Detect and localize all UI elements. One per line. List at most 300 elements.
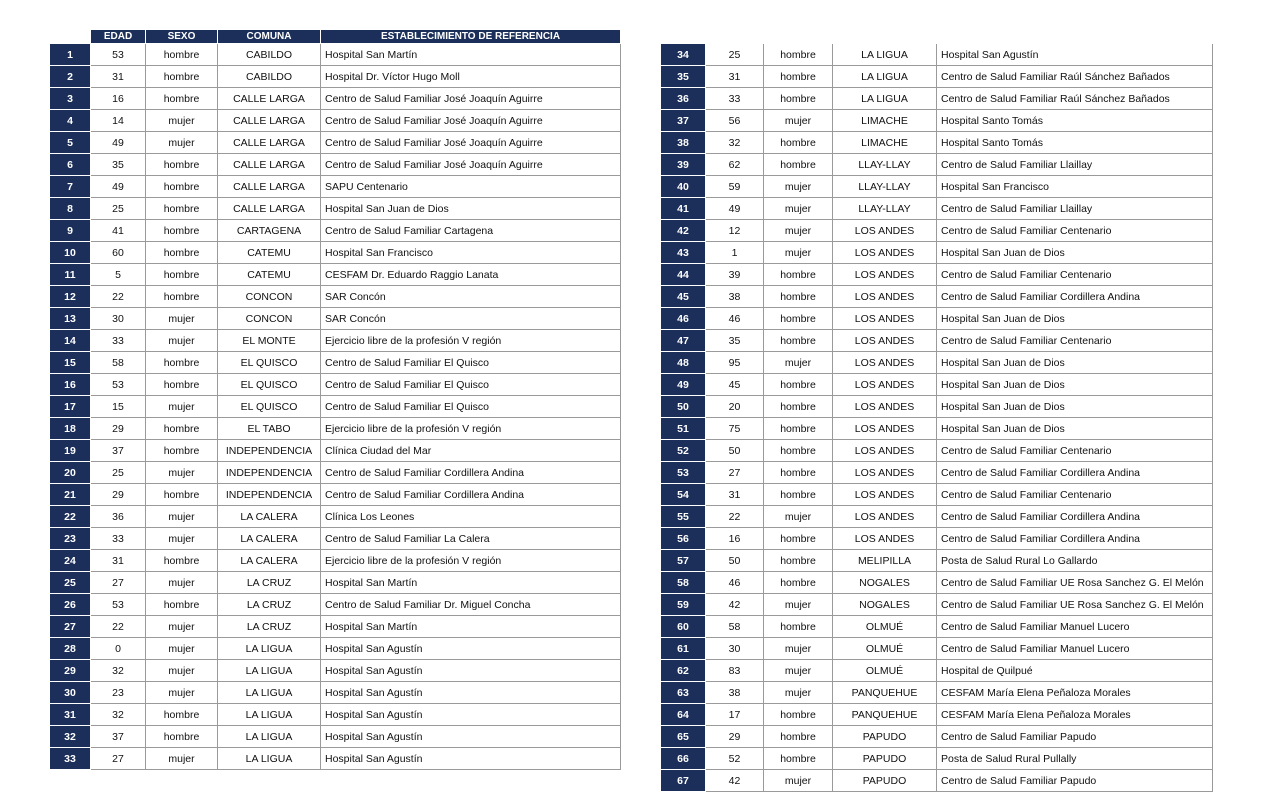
table-row	[50, 726, 621, 748]
table-row	[50, 682, 621, 704]
table-header-row	[50, 30, 621, 44]
edad-cell: 31	[91, 550, 146, 572]
sexo-cell: hombre	[146, 550, 218, 572]
edad-cell: 29	[91, 418, 146, 440]
table-row	[50, 660, 621, 682]
establecimiento-cell: Centro de Salud Familiar El Quisco	[321, 352, 621, 374]
row-number-cell: 56	[661, 528, 706, 550]
establecimiento-cell: Centro de Salud Familiar Cordillera Andina	[321, 462, 621, 484]
row-number-cell: 4	[50, 110, 91, 132]
edad-cell: 37	[91, 726, 146, 748]
comuna-cell: LA LIGUA	[218, 660, 321, 682]
establecimiento-cell: Hospital San Juan de Dios	[321, 198, 621, 220]
edad-cell: 25	[706, 44, 764, 66]
comuna-cell: CALLE LARGA	[218, 88, 321, 110]
edad-cell: 22	[706, 506, 764, 528]
edad-cell: 49	[91, 176, 146, 198]
establecimiento-cell: CESFAM María Elena Peñaloza Morales	[937, 682, 1213, 704]
row-number-cell: 42	[661, 220, 706, 242]
comuna-cell: LOS ANDES	[833, 528, 937, 550]
establecimiento-cell: Centro de Salud Familiar Centenario	[937, 484, 1213, 506]
edad-cell: 53	[91, 44, 146, 66]
establecimiento-cell: Posta de Salud Rural Lo Gallardo	[937, 550, 1213, 572]
sexo-cell: mujer	[764, 638, 833, 660]
sexo-cell: hombre	[764, 264, 833, 286]
comuna-cell: LLAY-LLAY	[833, 198, 937, 220]
establecimiento-cell: Centro de Salud Familiar Cartagena	[321, 220, 621, 242]
comuna-cell: CALLE LARGA	[218, 176, 321, 198]
edad-cell: 42	[706, 770, 764, 792]
sexo-cell: hombre	[146, 88, 218, 110]
comuna-cell: LOS ANDES	[833, 396, 937, 418]
table-row	[50, 176, 621, 198]
edad-cell: 31	[91, 66, 146, 88]
edad-cell: 53	[91, 594, 146, 616]
table-row	[661, 198, 1213, 220]
comuna-cell: INDEPENDENCIA	[218, 462, 321, 484]
table-row	[50, 44, 621, 66]
edad-cell: 49	[91, 132, 146, 154]
edad-cell: 17	[706, 704, 764, 726]
sexo-cell: hombre	[764, 572, 833, 594]
sexo-cell: hombre	[764, 132, 833, 154]
establecimiento-cell: Hospital San Agustín	[321, 704, 621, 726]
sexo-cell: hombre	[146, 264, 218, 286]
row-number-cell: 57	[661, 550, 706, 572]
edad-cell: 33	[706, 88, 764, 110]
comuna-cell: PAPUDO	[833, 726, 937, 748]
edad-cell: 32	[91, 660, 146, 682]
comuna-cell: PAPUDO	[833, 748, 937, 770]
edad-cell: 16	[91, 88, 146, 110]
edad-cell: 46	[706, 572, 764, 594]
row-number-cell: 15	[50, 352, 91, 374]
header-comuna: COMUNA	[218, 30, 321, 44]
establecimiento-cell: Hospital San Agustín	[321, 638, 621, 660]
edad-cell: 37	[91, 440, 146, 462]
establecimiento-cell: Hospital San Agustín	[937, 44, 1213, 66]
table-row	[661, 528, 1213, 550]
sexo-cell: mujer	[764, 770, 833, 792]
edad-cell: 30	[706, 638, 764, 660]
table-row	[661, 770, 1213, 792]
edad-cell: 46	[706, 308, 764, 330]
establecimiento-cell: Ejercicio libre de la profesión V región	[321, 550, 621, 572]
comuna-cell: LOS ANDES	[833, 374, 937, 396]
sexo-cell: hombre	[146, 352, 218, 374]
comuna-cell: LIMACHE	[833, 132, 937, 154]
establecimiento-cell: Centro de Salud Familiar Raúl Sánchez Bañados	[937, 66, 1213, 88]
comuna-cell: CATEMU	[218, 242, 321, 264]
comuna-cell: LA LIGUA	[833, 88, 937, 110]
table-row	[50, 484, 621, 506]
table-row	[50, 242, 621, 264]
comuna-cell: LOS ANDES	[833, 308, 937, 330]
table-row	[661, 704, 1213, 726]
edad-cell: 32	[91, 704, 146, 726]
sexo-cell: hombre	[764, 66, 833, 88]
edad-cell: 58	[706, 616, 764, 638]
establecimiento-cell: Ejercicio libre de la profesión V región	[321, 418, 621, 440]
edad-cell: 27	[91, 748, 146, 770]
edad-cell: 29	[91, 484, 146, 506]
header-blank	[50, 30, 91, 44]
row-number-cell: 29	[50, 660, 91, 682]
establecimiento-cell: SAPU Centenario	[321, 176, 621, 198]
establecimiento-cell: Centro de Salud Familiar José Joaquín Aguirre	[321, 110, 621, 132]
establecimiento-cell: Posta de Salud Rural Pullally	[937, 748, 1213, 770]
table-row	[661, 374, 1213, 396]
table-row	[50, 66, 621, 88]
header-edad: EDAD	[91, 30, 146, 44]
sexo-cell: mujer	[764, 660, 833, 682]
edad-cell: 38	[706, 682, 764, 704]
row-number-cell: 46	[661, 308, 706, 330]
table-row	[661, 440, 1213, 462]
establecimiento-cell: Hospital San Juan de Dios	[937, 352, 1213, 374]
establecimiento-cell: Centro de Salud Familiar Cordillera Andina	[937, 506, 1213, 528]
sexo-cell: hombre	[146, 286, 218, 308]
comuna-cell: LA CRUZ	[218, 594, 321, 616]
sexo-cell: mujer	[764, 220, 833, 242]
row-number-cell: 2	[50, 66, 91, 88]
table-row	[661, 44, 1213, 66]
establecimiento-cell: Centro de Salud Familiar La Calera	[321, 528, 621, 550]
table-row	[661, 484, 1213, 506]
establecimiento-cell: Centro de Salud Familiar Cordillera Andina	[937, 528, 1213, 550]
sexo-cell: hombre	[764, 154, 833, 176]
comuna-cell: LA CRUZ	[218, 616, 321, 638]
table-row	[50, 594, 621, 616]
row-number-cell: 11	[50, 264, 91, 286]
comuna-cell: LA LIGUA	[833, 44, 937, 66]
sexo-cell: hombre	[146, 44, 218, 66]
establecimiento-cell: Centro de Salud Familiar Cordillera Andina	[937, 462, 1213, 484]
row-number-cell: 52	[661, 440, 706, 462]
comuna-cell: CABILDO	[218, 66, 321, 88]
edad-cell: 14	[91, 110, 146, 132]
row-number-cell: 18	[50, 418, 91, 440]
edad-cell: 53	[91, 374, 146, 396]
edad-cell: 0	[91, 638, 146, 660]
row-number-cell: 28	[50, 638, 91, 660]
row-number-cell: 14	[50, 330, 91, 352]
table-row	[661, 550, 1213, 572]
row-number-cell: 61	[661, 638, 706, 660]
sexo-cell: hombre	[146, 484, 218, 506]
table-row	[661, 154, 1213, 176]
sexo-cell: hombre	[146, 198, 218, 220]
sexo-cell: mujer	[764, 506, 833, 528]
edad-cell: 29	[706, 726, 764, 748]
comuna-cell: LIMACHE	[833, 110, 937, 132]
edad-cell: 31	[706, 66, 764, 88]
table-row	[50, 264, 621, 286]
sexo-cell: mujer	[764, 176, 833, 198]
table-row	[50, 308, 621, 330]
edad-cell: 1	[706, 242, 764, 264]
sexo-cell: mujer	[764, 594, 833, 616]
edad-cell: 35	[706, 330, 764, 352]
comuna-cell: NOGALES	[833, 572, 937, 594]
comuna-cell: LLAY-LLAY	[833, 176, 937, 198]
comuna-cell: CALLE LARGA	[218, 154, 321, 176]
comuna-cell: EL MONTE	[218, 330, 321, 352]
edad-cell: 27	[706, 462, 764, 484]
edad-cell: 52	[706, 748, 764, 770]
table-row	[661, 506, 1213, 528]
establecimiento-cell: Centro de Salud Familiar José Joaquín Aguirre	[321, 132, 621, 154]
comuna-cell: PANQUEHUE	[833, 704, 937, 726]
establecimiento-cell: Centro de Salud Familiar José Joaquín Aguirre	[321, 154, 621, 176]
edad-cell: 83	[706, 660, 764, 682]
table-row	[50, 440, 621, 462]
edad-cell: 38	[706, 286, 764, 308]
sexo-cell: mujer	[146, 528, 218, 550]
comuna-cell: LA LIGUA	[218, 748, 321, 770]
comuna-cell: LOS ANDES	[833, 506, 937, 528]
comuna-cell: LA CALERA	[218, 506, 321, 528]
row-number-cell: 8	[50, 198, 91, 220]
comuna-cell: CATEMU	[218, 264, 321, 286]
table-row	[661, 726, 1213, 748]
edad-cell: 49	[706, 198, 764, 220]
edad-cell: 42	[706, 594, 764, 616]
table-row	[661, 132, 1213, 154]
row-number-cell: 64	[661, 704, 706, 726]
sexo-cell: hombre	[764, 286, 833, 308]
establecimiento-cell: Centro de Salud Familiar Centenario	[937, 220, 1213, 242]
establecimiento-cell: Hospital San Juan de Dios	[937, 418, 1213, 440]
establecimiento-cell: Clínica Los Leones	[321, 506, 621, 528]
sexo-cell: hombre	[146, 418, 218, 440]
table-row	[661, 594, 1213, 616]
comuna-cell: LA CALERA	[218, 550, 321, 572]
edad-cell: 50	[706, 440, 764, 462]
comuna-cell: CABILDO	[218, 44, 321, 66]
row-number-cell: 10	[50, 242, 91, 264]
row-number-cell: 55	[661, 506, 706, 528]
establecimiento-cell: Centro de Salud Familiar Cordillera Andina	[937, 286, 1213, 308]
comuna-cell: NOGALES	[833, 594, 937, 616]
table-row	[661, 264, 1213, 286]
establecimiento-cell: Hospital San Juan de Dios	[937, 396, 1213, 418]
row-number-cell: 30	[50, 682, 91, 704]
table-row	[661, 220, 1213, 242]
comuna-cell: CALLE LARGA	[218, 198, 321, 220]
row-number-cell: 22	[50, 506, 91, 528]
sexo-cell: hombre	[146, 220, 218, 242]
comuna-cell: LOS ANDES	[833, 242, 937, 264]
row-number-cell: 38	[661, 132, 706, 154]
comuna-cell: MELIPILLA	[833, 550, 937, 572]
establecimiento-cell: Hospital Dr. Víctor Hugo Moll	[321, 66, 621, 88]
comuna-cell: PANQUEHUE	[833, 682, 937, 704]
table-row	[50, 550, 621, 572]
sexo-cell: hombre	[146, 154, 218, 176]
table-row	[50, 396, 621, 418]
edad-cell: 62	[706, 154, 764, 176]
comuna-cell: LOS ANDES	[833, 418, 937, 440]
table-row	[50, 286, 621, 308]
table-row	[661, 330, 1213, 352]
table-body-left	[50, 44, 621, 770]
sexo-cell: hombre	[146, 704, 218, 726]
sexo-cell: mujer	[764, 242, 833, 264]
establecimiento-cell: Centro de Salud Familiar UE Rosa Sanchez G. El Melón	[937, 594, 1213, 616]
comuna-cell: INDEPENDENCIA	[218, 440, 321, 462]
row-number-cell: 17	[50, 396, 91, 418]
edad-cell: 25	[91, 462, 146, 484]
table-row	[50, 748, 621, 770]
row-number-cell: 12	[50, 286, 91, 308]
comuna-cell: LOS ANDES	[833, 484, 937, 506]
comuna-cell: CALLE LARGA	[218, 110, 321, 132]
row-number-cell: 32	[50, 726, 91, 748]
row-number-cell: 13	[50, 308, 91, 330]
table-row	[661, 418, 1213, 440]
sexo-cell: hombre	[764, 550, 833, 572]
row-number-cell: 49	[661, 374, 706, 396]
sexo-cell: mujer	[764, 352, 833, 374]
row-number-cell: 33	[50, 748, 91, 770]
comuna-cell: LOS ANDES	[833, 440, 937, 462]
row-number-cell: 51	[661, 418, 706, 440]
table-row	[661, 616, 1213, 638]
row-number-cell: 35	[661, 66, 706, 88]
table-row	[50, 528, 621, 550]
comuna-cell: LA LIGUA	[833, 66, 937, 88]
establecimiento-cell: Hospital San Agustín	[321, 748, 621, 770]
row-number-cell: 62	[661, 660, 706, 682]
edad-cell: 22	[91, 616, 146, 638]
establecimiento-cell: Centro de Salud Familiar Manuel Lucero	[937, 616, 1213, 638]
row-number-cell: 24	[50, 550, 91, 572]
sexo-cell: hombre	[146, 594, 218, 616]
establecimiento-cell: Hospital San Martín	[321, 44, 621, 66]
table-row	[50, 132, 621, 154]
table-row	[661, 748, 1213, 770]
comuna-cell: EL QUISCO	[218, 374, 321, 396]
establecimiento-cell: Centro de Salud Familiar Centenario	[937, 330, 1213, 352]
row-number-cell: 5	[50, 132, 91, 154]
comuna-cell: LOS ANDES	[833, 330, 937, 352]
edad-cell: 5	[91, 264, 146, 286]
row-number-cell: 63	[661, 682, 706, 704]
edad-cell: 95	[706, 352, 764, 374]
edad-cell: 50	[706, 550, 764, 572]
table-row	[661, 66, 1213, 88]
establecimiento-cell: Centro de Salud Familiar Centenario	[937, 440, 1213, 462]
row-number-cell: 34	[661, 44, 706, 66]
row-number-cell: 41	[661, 198, 706, 220]
establecimiento-cell: Clínica Ciudad del Mar	[321, 440, 621, 462]
table-row	[50, 638, 621, 660]
comuna-cell: PAPUDO	[833, 770, 937, 792]
row-number-cell: 21	[50, 484, 91, 506]
edad-cell: 15	[91, 396, 146, 418]
row-number-cell: 16	[50, 374, 91, 396]
row-number-cell: 54	[661, 484, 706, 506]
table-row	[661, 572, 1213, 594]
table-row	[50, 616, 621, 638]
sexo-cell: mujer	[146, 110, 218, 132]
sexo-cell: mujer	[764, 682, 833, 704]
edad-cell: 41	[91, 220, 146, 242]
table-row	[661, 660, 1213, 682]
sexo-cell: hombre	[764, 726, 833, 748]
edad-cell: 33	[91, 330, 146, 352]
establecimiento-cell: Hospital Santo Tomás	[937, 110, 1213, 132]
comuna-cell: LA CRUZ	[218, 572, 321, 594]
sexo-cell: hombre	[764, 704, 833, 726]
sexo-cell: hombre	[146, 242, 218, 264]
sexo-cell: mujer	[146, 682, 218, 704]
sexo-cell: mujer	[764, 110, 833, 132]
row-number-cell: 39	[661, 154, 706, 176]
edad-cell: 31	[706, 484, 764, 506]
comuna-cell: LA LIGUA	[218, 726, 321, 748]
edad-cell: 30	[91, 308, 146, 330]
sexo-cell: mujer	[146, 396, 218, 418]
establecimiento-cell: Centro de Salud Familiar El Quisco	[321, 374, 621, 396]
establecimiento-cell: Centro de Salud Familiar El Quisco	[321, 396, 621, 418]
sexo-cell: mujer	[146, 572, 218, 594]
row-number-cell: 44	[661, 264, 706, 286]
comuna-cell: LA CALERA	[218, 528, 321, 550]
row-number-cell: 50	[661, 396, 706, 418]
row-number-cell: 3	[50, 88, 91, 110]
comuna-cell: LLAY-LLAY	[833, 154, 937, 176]
establecimiento-cell: Hospital San Agustín	[321, 682, 621, 704]
comuna-cell: LOS ANDES	[833, 352, 937, 374]
table-row	[661, 308, 1213, 330]
establecimiento-cell: Hospital San Juan de Dios	[937, 242, 1213, 264]
row-number-cell: 1	[50, 44, 91, 66]
establecimiento-cell: Centro de Salud Familiar Cordillera Andina	[321, 484, 621, 506]
sexo-cell: hombre	[146, 440, 218, 462]
row-number-cell: 48	[661, 352, 706, 374]
edad-cell: 33	[91, 528, 146, 550]
edad-cell: 39	[706, 264, 764, 286]
row-number-cell: 25	[50, 572, 91, 594]
table-row	[50, 352, 621, 374]
sexo-cell: hombre	[764, 396, 833, 418]
row-number-cell: 59	[661, 594, 706, 616]
establecimiento-cell: CESFAM Dr. Eduardo Raggio Lanata	[321, 264, 621, 286]
establecimiento-cell: Centro de Salud Familiar Llaillay	[937, 198, 1213, 220]
edad-cell: 27	[91, 572, 146, 594]
sexo-cell: hombre	[764, 616, 833, 638]
sexo-cell: mujer	[146, 506, 218, 528]
header-sexo: SEXO	[146, 30, 218, 44]
table-row	[50, 220, 621, 242]
table-row	[50, 572, 621, 594]
sexo-cell: hombre	[146, 66, 218, 88]
establecimiento-cell: Hospital San Juan de Dios	[937, 308, 1213, 330]
row-number-cell: 66	[661, 748, 706, 770]
sexo-cell: mujer	[146, 132, 218, 154]
table-row	[661, 88, 1213, 110]
establecimiento-cell: Centro de Salud Familiar Papudo	[937, 726, 1213, 748]
table-row	[50, 374, 621, 396]
table-row	[50, 462, 621, 484]
sexo-cell: hombre	[764, 484, 833, 506]
table-row	[661, 176, 1213, 198]
establecimiento-cell: Centro de Salud Familiar Dr. Miguel Concha	[321, 594, 621, 616]
table-row	[50, 154, 621, 176]
row-number-cell: 9	[50, 220, 91, 242]
